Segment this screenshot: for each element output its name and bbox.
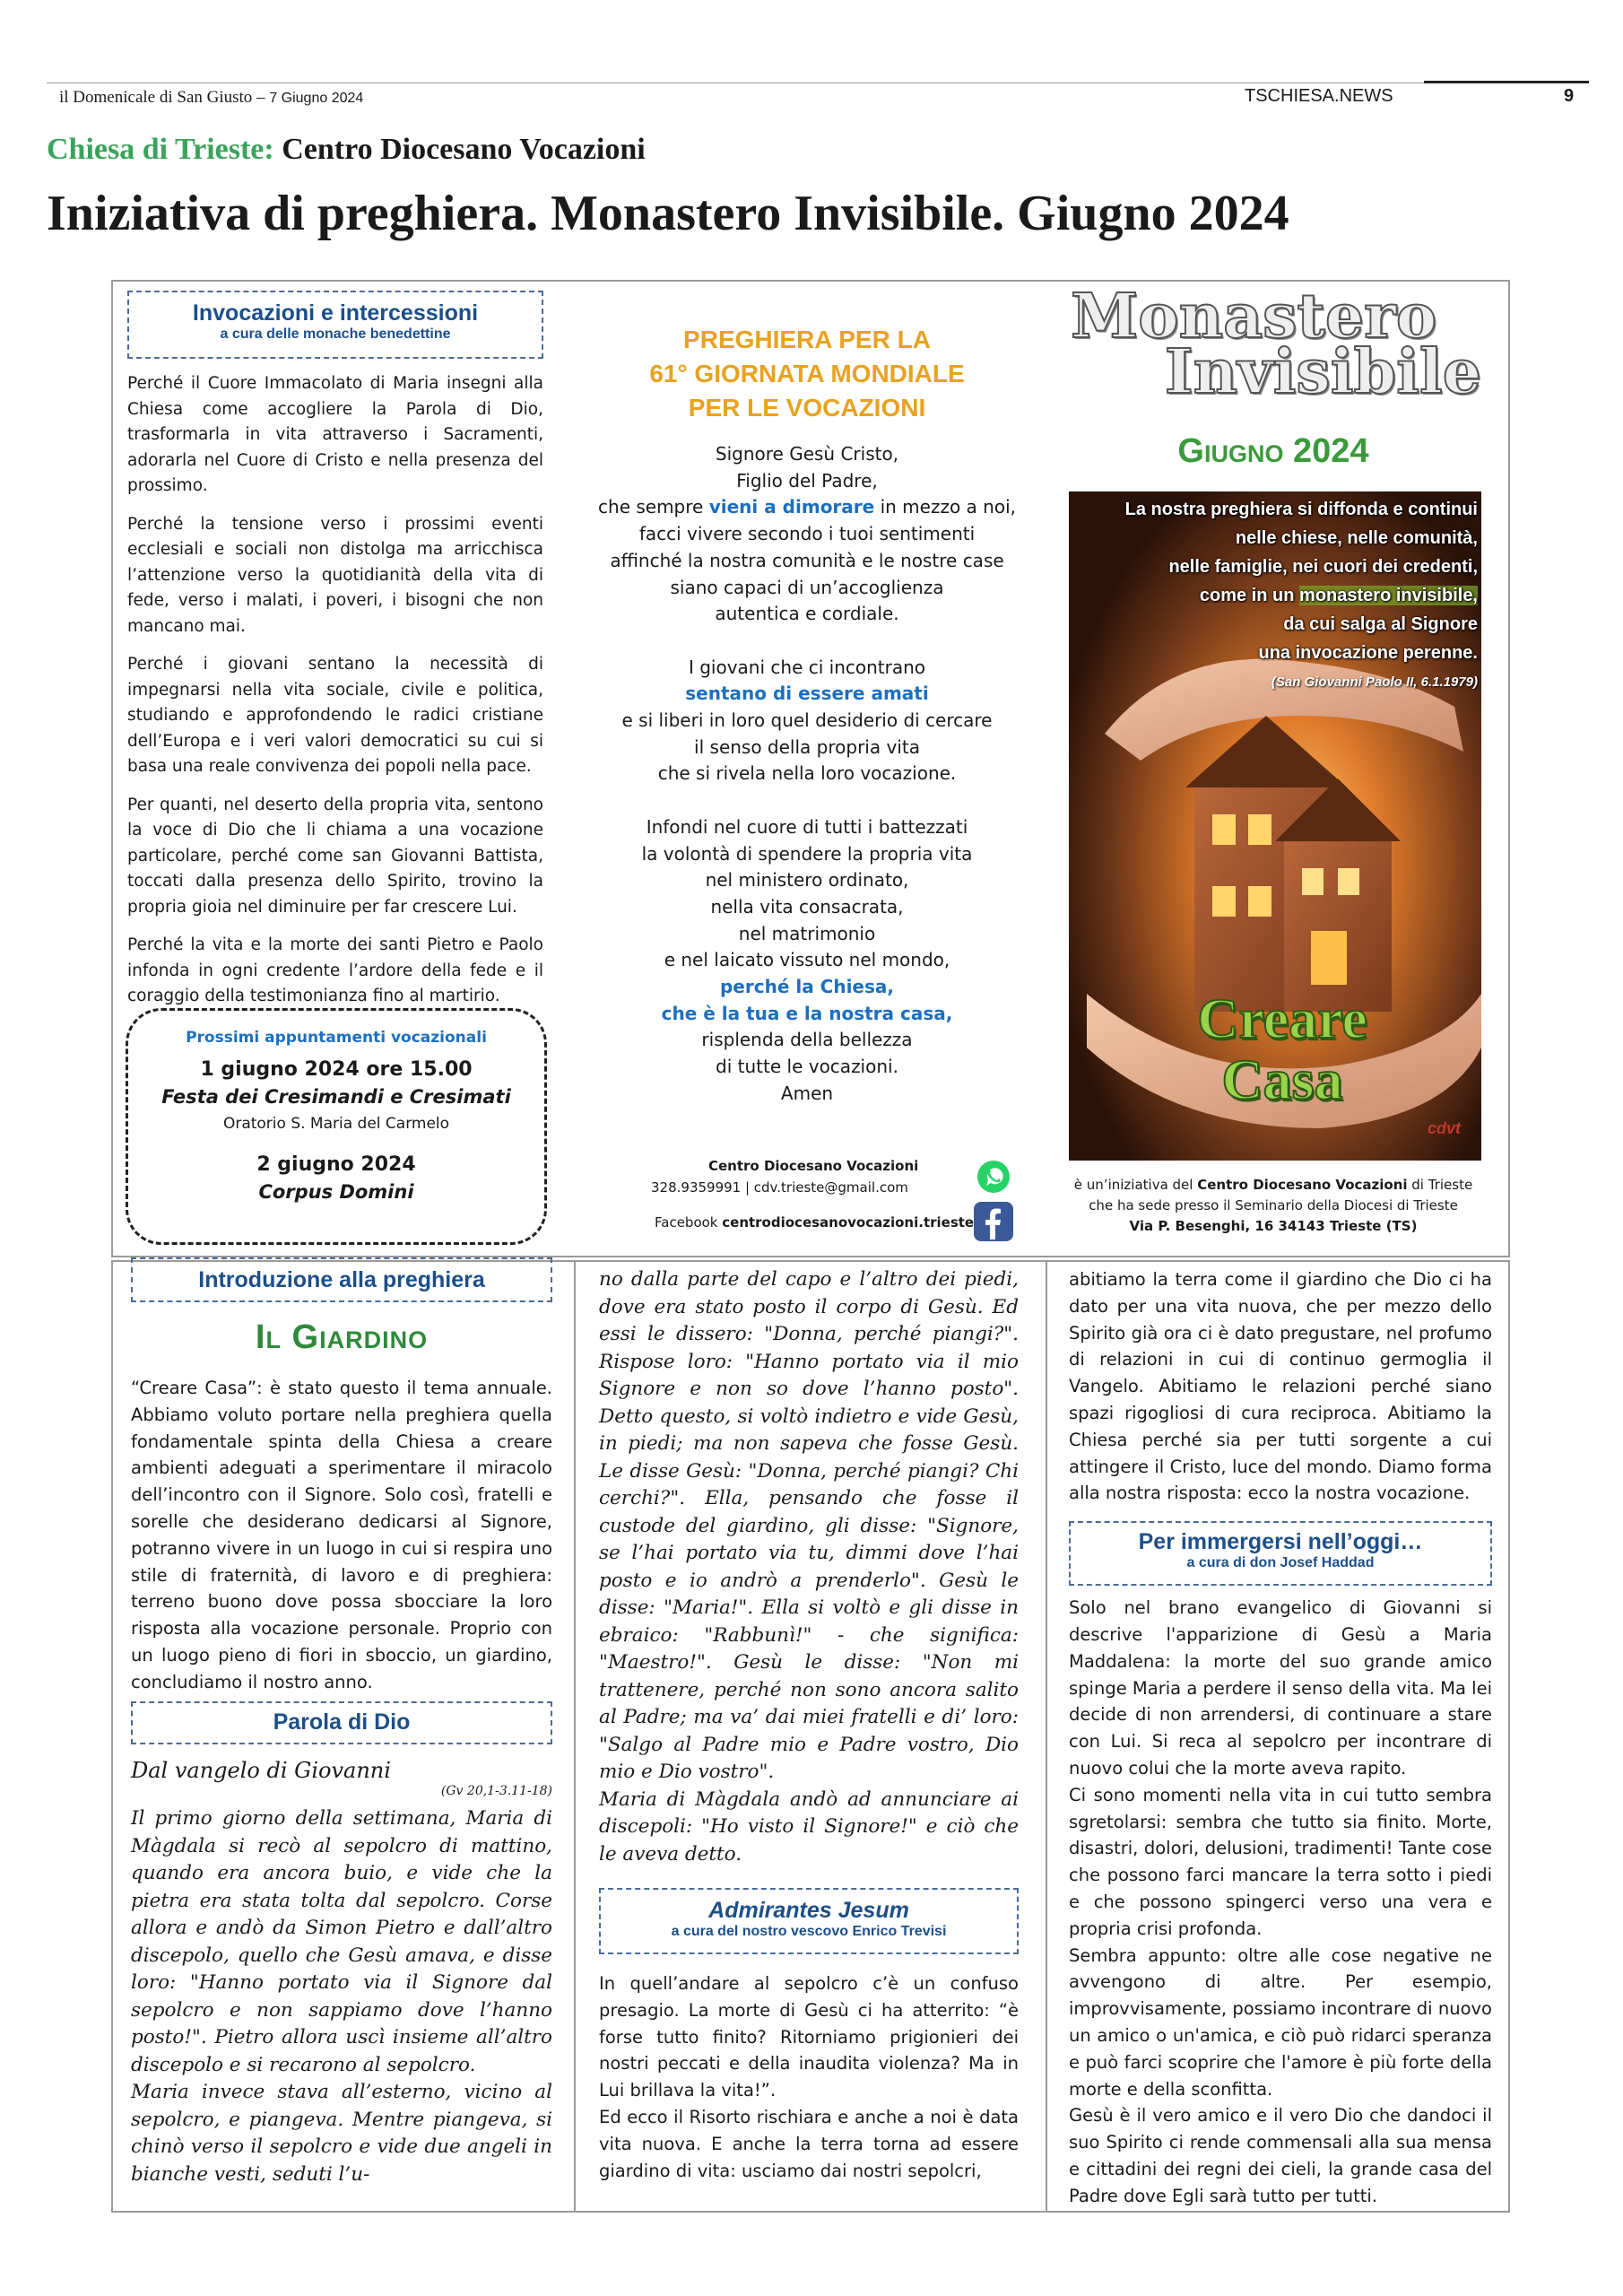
prayer-line: Infondi nel cuore di tutti i battezzati — [646, 815, 968, 838]
article-column-3 — [1069, 1266, 1492, 2210]
prayer-title-line: 61° GIORNATA MONDIALE — [649, 360, 965, 387]
invocations-title: Invocazioni e intercessioni — [192, 300, 479, 326]
poster-month-text: Giugno 2024 — [1177, 432, 1369, 470]
publication-date: 7 Giugno 2024 — [269, 91, 364, 106]
page-number: 9 — [1564, 86, 1575, 106]
invocations-column — [127, 300, 543, 1022]
poster-quote-span: come in un — [1199, 586, 1300, 605]
prayer-line: la volontà di spendere la propria vita — [641, 842, 973, 865]
appointments-title: Prossimi appuntamenti vocazionali — [186, 1029, 487, 1047]
poster-footer-address: Via P. Besenghi, 16 34143 Trieste (TS) — [1129, 1218, 1418, 1234]
prayer-line: Amen — [780, 1082, 834, 1104]
prayer-text-span: che sempre — [598, 496, 709, 518]
poster-slogan-line: Casa — [1221, 1048, 1343, 1111]
prayer-highlight: che è la tua e la nostra casa, — [661, 1002, 953, 1024]
gospel-text: Il primo giorno della settimana, Maria di Màgdala si recò al sepolcro di mattino, quando era ancora buio, e vide che la pietra era stata tolta dal sepolcro. Corse allora e andò da Simon Pietro e dall’altro discepolo, quello che Gesù amava, e disse loro: "Hanno portato via il Signore dal sepolcro e non sappiamo dove l’hanno posto!". Pietro allora uscì insieme all’altro discepolo e si recarono al sepolcro. — [131, 1807, 552, 2076]
prayer-line: e nel laicato vissuto nel mondo, — [664, 949, 950, 971]
facebook-line — [655, 1214, 974, 1231]
kicker-org: Chiesa di Trieste: — [47, 133, 274, 166]
giardino-title — [131, 1318, 552, 1357]
admirantes-title: Admirantes Jesum — [708, 1898, 909, 1923]
admirantes-text: Ed ecco il Risorto rischiara e anche a noi è data vita nuova. E anche la terra torna ad essere giardino di vita: usciamo dai nostri sepolcri, — [599, 2106, 1019, 2181]
immergersi-subtitle: a cura di don Josef Haddad — [1186, 1555, 1375, 1571]
contact-name: Centro Diocesano Vocazioni — [708, 1158, 919, 1174]
poster-footer-line — [1067, 1175, 1480, 1196]
kicker — [47, 133, 646, 167]
prayer-line: siano capaci di un’accoglienza — [670, 576, 944, 598]
prayer-line: Figlio del Padre, — [736, 469, 878, 491]
intro-text: “Creare Casa”: è stato questo il tema annuale. Abbiamo voluto portare nella preghiera quella fondamentale spinta della Chiesa a creare ambienti adeguati a sperimentare il miracolo dell’incontro con il Signore. Solo così, fratelli e sorelle che desiderano dedicarsi al Signore, potranno vivere in un luogo in cui si respira uno stile di fraternità, di lavoro e di preghiera: terreno buono dove possa sbocciare la loro risposta alla vocazione personale. Proprio con un luogo pieno di fiori in sboccio, un giardino, concludiamo il nostro anno. — [131, 1378, 552, 1692]
immergersi-title: Per immergersi nell’oggi… — [1138, 1529, 1423, 1555]
poster-quote-line: nelle chiese, nelle comunità, — [1235, 528, 1478, 548]
parola-title: Parola di Dio — [273, 1709, 411, 1735]
article-column-1 — [131, 1257, 552, 2188]
gospel-source: Dal vangelo di Giovanni — [131, 1757, 391, 1783]
prayer-text-span: in mezzo a noi, — [874, 496, 1016, 518]
prayer-line: nella vita consacrata, — [710, 895, 904, 918]
appointment-event: Festa dei Cresimandi e Cresimati — [161, 1086, 511, 1108]
poster-quote-line: da cui salga al Signore — [1283, 614, 1478, 634]
invocation-paragraph: Perché i giovani sentano la necessità di impegnarsi nella vita sociale, civile e politica, studiando e approfondendo le radici cristiane dell’Europa e i veri valori democratici su cui si basa una reale convivenza dei popoli nella pace. — [127, 655, 543, 776]
invocation-paragraph: Perché il Cuore Immacolato di Maria insegni alla Chiesa come accogliere la Parola di Dio, trasformarla in vita attraverso i Sacramenti, adorarla nel Cuore di Cristo e nella presenza del prossimo. — [127, 374, 543, 495]
appointment-date: 2 giugno 2024 — [256, 1153, 416, 1176]
gospel-reference: (Gv 20,1-3.11-18) — [440, 1784, 552, 1799]
poster-quote-line: nelle famiglie, nei cuori dei credenti, — [1168, 557, 1478, 577]
gospel-text: Maria di Màgdala andò ad annunciare ai discepoli: "Ho visto il Signore!" e ciò che le aveva detto. — [599, 1787, 1019, 1866]
appointment-place: Oratorio S. Maria del Carmelo — [222, 1115, 450, 1133]
poster-quote — [1076, 495, 1478, 667]
poster-quote-line — [1076, 581, 1478, 610]
invocation-paragraph: Perché la vita e la morte dei santi Pietro e Paolo infonda in ogni credente l’ardore della fede e il coraggio della testimonianza fino al martirio. — [127, 935, 543, 1005]
header-rule-accent — [1424, 81, 1589, 83]
column-divider — [1046, 1260, 1047, 2213]
facebook-icon — [972, 1200, 1015, 1243]
prayer-line — [592, 494, 1022, 521]
prayer-title — [601, 323, 1013, 425]
poster-footer-span: di Trieste — [1407, 1177, 1473, 1193]
poster-footer-span: è un’iniziativa del — [1073, 1177, 1198, 1193]
appointments-box — [126, 1008, 547, 1245]
column-divider — [574, 1260, 576, 2213]
whatsapp-icon — [976, 1159, 1011, 1195]
admirantes-header — [599, 1888, 1019, 1954]
poster-title — [1065, 281, 1487, 408]
immergersi-text: Ci sono momenti nella vita in cui tutto sembra sgretolarsi: sembra che tutto sia finito. Morte, disastri, dolori, delusioni, tradimenti! Tante cose che possono farci mancare la terra sotto i piedi e che possono spingerci verso una vera e propria crisi profonda. — [1069, 1784, 1492, 1939]
admirantes-text: In quell’andare al sepolcro c’è un confuso presagio. La morte di Gesù ci ha atterrito: “è forse tutto finito? Ritorniamo prigionieri dei nostri peccati e della inaudita violenza? Ma in Lui brillava la vita!”. — [599, 1973, 1019, 2101]
article-column-2 — [599, 1266, 1019, 2184]
prayer-title-line: PREGHIERA PER LA — [683, 326, 931, 353]
poster-footer — [1067, 1175, 1480, 1237]
invocations-header — [127, 291, 543, 359]
immergersi-text: Sembra appunto: oltre alle cose negative ne avvengono di altre. Per esempio, improvvisamente, possiamo incontrare di nuovo un amico o un'amica, e ciò può ridarci speranza e può farci scoprire che l'amore è più forte della morte e della sconfitta. — [1069, 1944, 1492, 2100]
prayer-line: che si rivela nella loro vocazione. — [657, 762, 957, 785]
prayer-highlight: perché la Chiesa, — [719, 976, 894, 998]
poster-title-line: Invisibile — [1164, 336, 1481, 408]
invocation-paragraph: Perché la tensione verso i prossimi eventi ecclesiali e sociali non distolga ma arricchisca l’attenzione verso la quotidianità della vita di fede, verso i malati, i poveri, i bisogni che non mancano mai. — [127, 514, 543, 636]
facebook-label: Facebook — [655, 1214, 723, 1231]
giardino-text: Il Giardino — [255, 1318, 429, 1356]
cdvt-logo: cdvt — [1428, 1119, 1462, 1137]
poster-quote-highlight: monastero invisibile, — [1299, 586, 1478, 605]
prayer-line: nel matrimonio — [738, 922, 876, 944]
prayer-text — [592, 441, 1022, 1108]
poster-citation: (San Giovanni Paolo II, 6.1.1979) — [1271, 674, 1478, 690]
immergersi-text: Solo nel brano evangelico di Giovanni si descrive l'apparizione di Gesù a Maria Maddalena: la morte del suo grande amico spinge Maria a perdere il senso della vita. Ma lei decide di non arrendersi, di continuare a stare con Lui. Si reca al sepolcro per incontrare di nuovo colui che la morte aveva rapito. — [1069, 1597, 1492, 1779]
parola-header — [131, 1701, 552, 1744]
kicker-section: Centro Diocesano Vocazioni — [282, 133, 646, 166]
prayer-line: il senso della propria vita — [694, 735, 920, 758]
contact-phone-email: 328.9359991 | cdv.trieste@gmail.com — [651, 1179, 908, 1196]
prayer-line: I giovani che ci incontrano — [688, 656, 926, 678]
poster-quote-line: La nostra preghiera si diffonda e continui — [1124, 500, 1478, 519]
poster-slogan-line: Creare — [1197, 987, 1367, 1050]
invocation-paragraph: Per quanti, nel deserto della propria vita, sentono la voce di Dio che li chiama a una vocazione particolare, perché come san Giovanni Battista, toccati dalla presenza dello Spirito, trovino la propria gioia nel diminuire per far crescere Lui. — [127, 795, 543, 917]
prayer-line: risplenda della bellezza — [701, 1029, 913, 1051]
immergersi-text: Gesù è il vero amico e il vero Dio che dandoci il suo Spirito ci rende commensali alla sua mensa e cittadini dei regni dei cieli, la grande casa del Padre dove Egli sarà tutto per tutti. — [1069, 2105, 1492, 2206]
prayer-line: Signore Gesù Cristo, — [715, 443, 899, 465]
poster-footer-bold: Centro Diocesano Vocazioni — [1197, 1177, 1408, 1193]
publication-name: il Domenicale di San Giusto – — [59, 88, 270, 107]
intro-title: Introduzione alla preghiera — [198, 1267, 485, 1292]
prayer-line: facci vivere secondo i tuoi sentimenti — [638, 523, 976, 545]
intro-header — [131, 1257, 552, 1302]
immergersi-header — [1069, 1521, 1492, 1586]
gospel-text: no dalla parte del capo e l’altro dei piedi, dove era stato posto il corpo di Gesù. Ed essi le dissero: "Donna, perché piangi?". Rispose loro: "Hanno portato via il mio Signore e non so dove l’hanno posto". Detto questo, si voltò indietro e vide Gesù, in piedi; ma non sapeva che fosse Gesù. Le disse Gesù: "Donna, perché piangi? Chi cerchi?". Ella, pensando che fosse il custode del giardino, gli disse: "Signore, se l’hai portato via tu, dimmi dove l’hai posto e io andrò a prenderlo". Gesù le disse: "Maria!". Ella si voltò e gli disse in ebraico: "Rabbunì!" - che significa: "Maestro!". Gesù le disse: "Non mi trattenere, perché non sono ancora salito al Padre; ma va’ dai miei fratelli e di’ loro: "Salgo al Padre mio e Padre vostro, Dio mio e Dio vostro". — [599, 1268, 1019, 1783]
appointment-date: 1 giugno 2024 ore 15.00 — [200, 1058, 473, 1081]
prayer-line: nel ministero ordinato, — [705, 869, 909, 891]
gospel-text: Maria invece stava all’esterno, vicino al sepolcro, e piangeva. Mentre piangeva, si chinò verso il sepolcro e vide due angeli in bianche vesti, seduti l’u- — [131, 2081, 552, 2186]
poster-footer-line: che ha sede presso il Seminario della Diocesi di Trieste — [1089, 1197, 1458, 1213]
prayer-line: autentica e cordiale. — [715, 603, 899, 625]
prayer-highlight: sentano di essere amati — [685, 683, 929, 705]
prayer-title-line: PER LE VOCAZIONI — [688, 394, 926, 422]
page-title: Iniziativa di preghiera. Monastero Invisibile. Giugno 2024 — [47, 186, 1289, 241]
invocations-subtitle: a cura delle monache benedettine — [220, 326, 451, 342]
poster-slogan — [1121, 988, 1444, 1110]
admirantes-subtitle: a cura del nostro vescovo Enrico Trevisi — [671, 1924, 947, 1939]
prayer-line: di tutte le vocazioni. — [716, 1056, 898, 1078]
prayer-line: affinché la nostra comunità e le nostre case — [610, 549, 1004, 571]
poster-title-line: Monastero — [1071, 281, 1437, 352]
prayer-highlight: vieni a dimorare — [708, 496, 875, 518]
appointment-event: Corpus Domini — [258, 1181, 414, 1203]
contact-block — [619, 1155, 918, 1198]
poster-quote-line: una invocazione perenne. — [1258, 643, 1478, 663]
facebook-page: centrodiocesanovocazioni.trieste — [722, 1214, 975, 1231]
admirantes-text: abitiamo la terra come il giardino che Dio ci ha dato per una vita nuova, che per mezzo dello Spirito già ora ci è dato pregustare, nel profumo di relazioni in cui di continuo germoglia il Vangelo. Abitiamo le relazioni perché siano spazi rigogliosi di cura reciproca. Abitiamo la Chiesa perché sia per tutti sorgente a cui attingere il Cristo, luce del mondo. Diamo forma alla nostra risposta: ecco la nostra vocazione. — [1069, 1269, 1492, 1504]
site-name: TSCHIESA.NEWS — [1245, 86, 1393, 106]
poster-month — [1103, 432, 1444, 471]
publication-line — [59, 88, 363, 108]
prayer-line: e si liberi in loro quel desiderio di cercare — [621, 709, 993, 732]
